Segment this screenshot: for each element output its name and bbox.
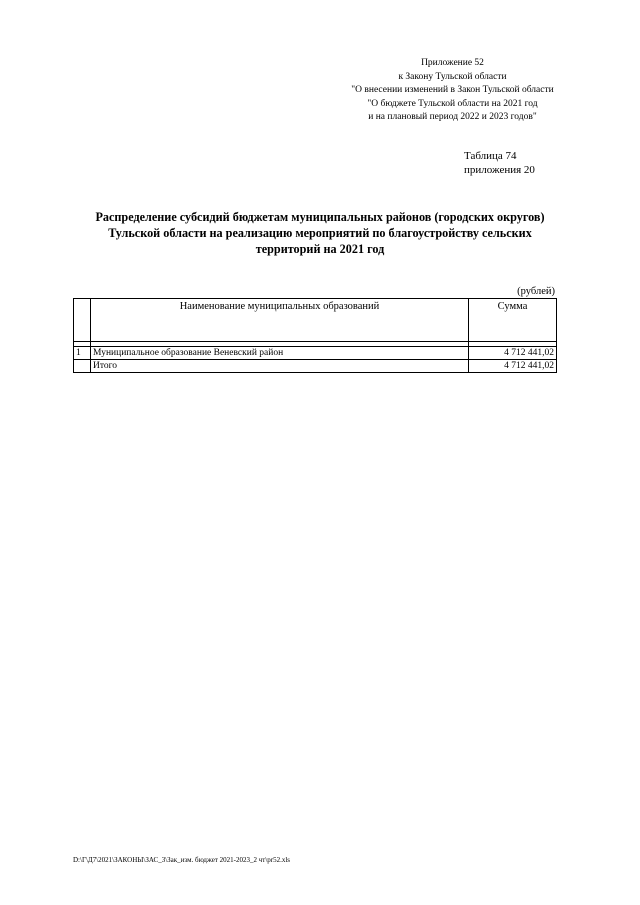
header-name: Наименование муниципальных образований	[91, 299, 469, 342]
appendix-planning-period: и на плановый период 2022 и 2023 годов"	[368, 112, 537, 122]
table-reference	[464, 149, 535, 177]
appendix-header	[330, 57, 575, 125]
total-sum: 4 712 441,02	[469, 360, 557, 373]
appendix-law-ref: к Закону Тульской области	[398, 71, 507, 82]
table-row	[74, 347, 557, 360]
subsidy-table	[73, 298, 557, 373]
row-name: Муниципальное образование Веневский район	[91, 347, 469, 360]
row-num: 1	[74, 347, 91, 360]
total-label: Итого	[91, 360, 469, 373]
table-total-row	[74, 360, 557, 373]
table-number: Таблица 74	[464, 150, 517, 162]
appendix-number: Приложение 52	[421, 58, 484, 68]
document-title	[60, 209, 580, 257]
total-num	[74, 360, 91, 373]
units-label: (рублей)	[517, 286, 555, 297]
header-sum: Сумма	[469, 299, 557, 342]
file-path-footer: D:\Г\Д7\2021\ЗАКОНЫ\ЗАС_3\Зак_изм. бюджет 2021-2023_2 чт\pr52.xls	[73, 856, 291, 864]
title-line-1: Распределение субсидий бюджетам муниципальных районов (городских округов)	[95, 210, 545, 224]
table-appendix-ref: приложения 20	[464, 164, 535, 176]
title-line-3: территорий на 2021 год	[255, 242, 385, 256]
appendix-budget-title: "О бюджете Тульской области на 2021 год	[367, 98, 538, 109]
row-sum: 4 712 441,02	[469, 347, 557, 360]
header-num	[74, 299, 91, 342]
appendix-amendment-title: "О внесении изменений в Закон Тульской области	[351, 85, 554, 95]
table-header-row	[74, 299, 557, 342]
title-line-2: Тульской области на реализацию мероприятий по благоустройству сельских	[108, 226, 532, 240]
